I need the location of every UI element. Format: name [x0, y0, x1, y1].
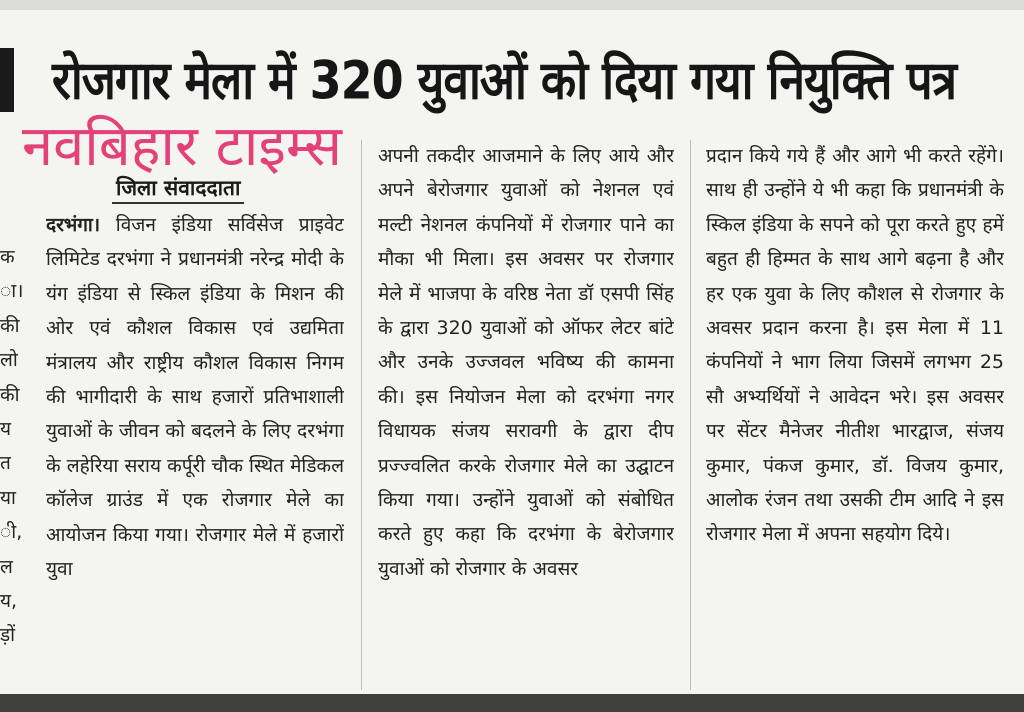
headline-block: [0, 40, 1024, 120]
fragment-line: य,: [0, 590, 18, 613]
fragment-line: ी,: [0, 521, 23, 544]
cut-off-glyph: [0, 48, 14, 112]
column-2-text: अपनी तकदीर आजमाने के लिए आये और अपने बेरोजगार युवाओं को नेशनल एवं मल्टी नेशनल कंपनियों में रोजगार पाने का मौका भी मिला। इस अवसर पर रोजगार मेले में भाजपा के वरिष्ठ नेता डॉ एसपी सिंह के द्वारा 320 युवाओं को ऑफर लेटर बांटे और उनके उज्जवल भविष्य की कामना की। इस नियोजन मेला को दरभंगा नगर विधायक संजय सरावगी के द्वारा दीप प्रज्ज्वलित करके रोजगार मेले का उद्घाटन किया गया। उन्होंने युवाओं को संबोधित करते हुए कहा कि दरभंगा के बेरोजगार युवाओं को रोजगार के अवसर: [378, 145, 674, 580]
dateline: दरभंगा।: [46, 214, 101, 236]
fragment-line: लो: [0, 349, 18, 372]
column-divider: [690, 140, 691, 690]
article-column-2: [378, 139, 674, 694]
fragment-line: क: [0, 246, 15, 268]
fragment-line: ा।: [0, 280, 24, 303]
column-3-text: प्रदान किये गये हैं और आगे भी करते रहेंगे। साथ ही उन्होंने ये भी कहा कि प्रधानमंत्री के स्किल इंडिया के सपने को पूरा करते हुए हमें बहुत ही हिम्मत के साथ आगे बढ़ना है और हर एक युवा के लिए कौशल से रोजगार के अवसर प्रदान करना है। इस मेला में 11 कंपनियों ने भाग लिया जिसमें लगभग 25 सौ अभ्यर्थियों ने आवेदन भरे। इस अवसर पर सेंटर मैनेजर नीतीश भारद्वाज, संजय कुमार, पंकज कुमार, डॉ. विजय कुमार, आलोक रंजन तथा उसकी टीम आदि ने इस रोजगार मेला में अपना सहयोग दिये।: [706, 145, 1004, 546]
fragment-line: य: [0, 418, 12, 441]
next-headline-strip: [0, 694, 1024, 712]
byline: जिला संवाददाता: [112, 174, 244, 204]
fragment-line: की: [0, 314, 20, 337]
fragment-line: ड़ों: [0, 624, 16, 647]
adjacent-column-fragments: [0, 240, 26, 653]
watermark-text: नवबिहार टाइम्स: [22, 114, 342, 179]
previous-article-strip: [0, 0, 1024, 10]
column-divider: [361, 140, 362, 690]
fragment-line: या: [0, 486, 16, 509]
column-1-text: विजन इंडिया सर्विसेज प्राइवेट लिमिटेड दरभंगा ने प्रधानमंत्री नरेन्द्र मोदी के यंग इंडिया से स्किल इंडिया के मिशन की ओर एवं कौशल विकास एवं उद्यमिता मंत्रालय और राष्ट्रीय कौशल विकास निगम की भागीदारी के साथ हजारों प्रतिभाशाली युवाओं के जीवन को बदलने के लिए दरभंगा के लहेरिया सराय कर्पूरी चौक स्थित मेडिकल कॉलेज ग्राउंड में एक रोजगार मेले का आयोजन किया गया। रोजगार मेले में हजारों युवा: [46, 214, 344, 581]
headline: रोजगार मेला में 320 युवाओं को दिया गया नियुक्ति पत्र: [52, 48, 957, 112]
fragment-line: की: [0, 383, 20, 406]
fragment-line: ल: [0, 555, 13, 578]
article-column-1: [46, 208, 344, 694]
fragment-line: त: [0, 452, 11, 475]
article-column-3: [706, 139, 1004, 694]
